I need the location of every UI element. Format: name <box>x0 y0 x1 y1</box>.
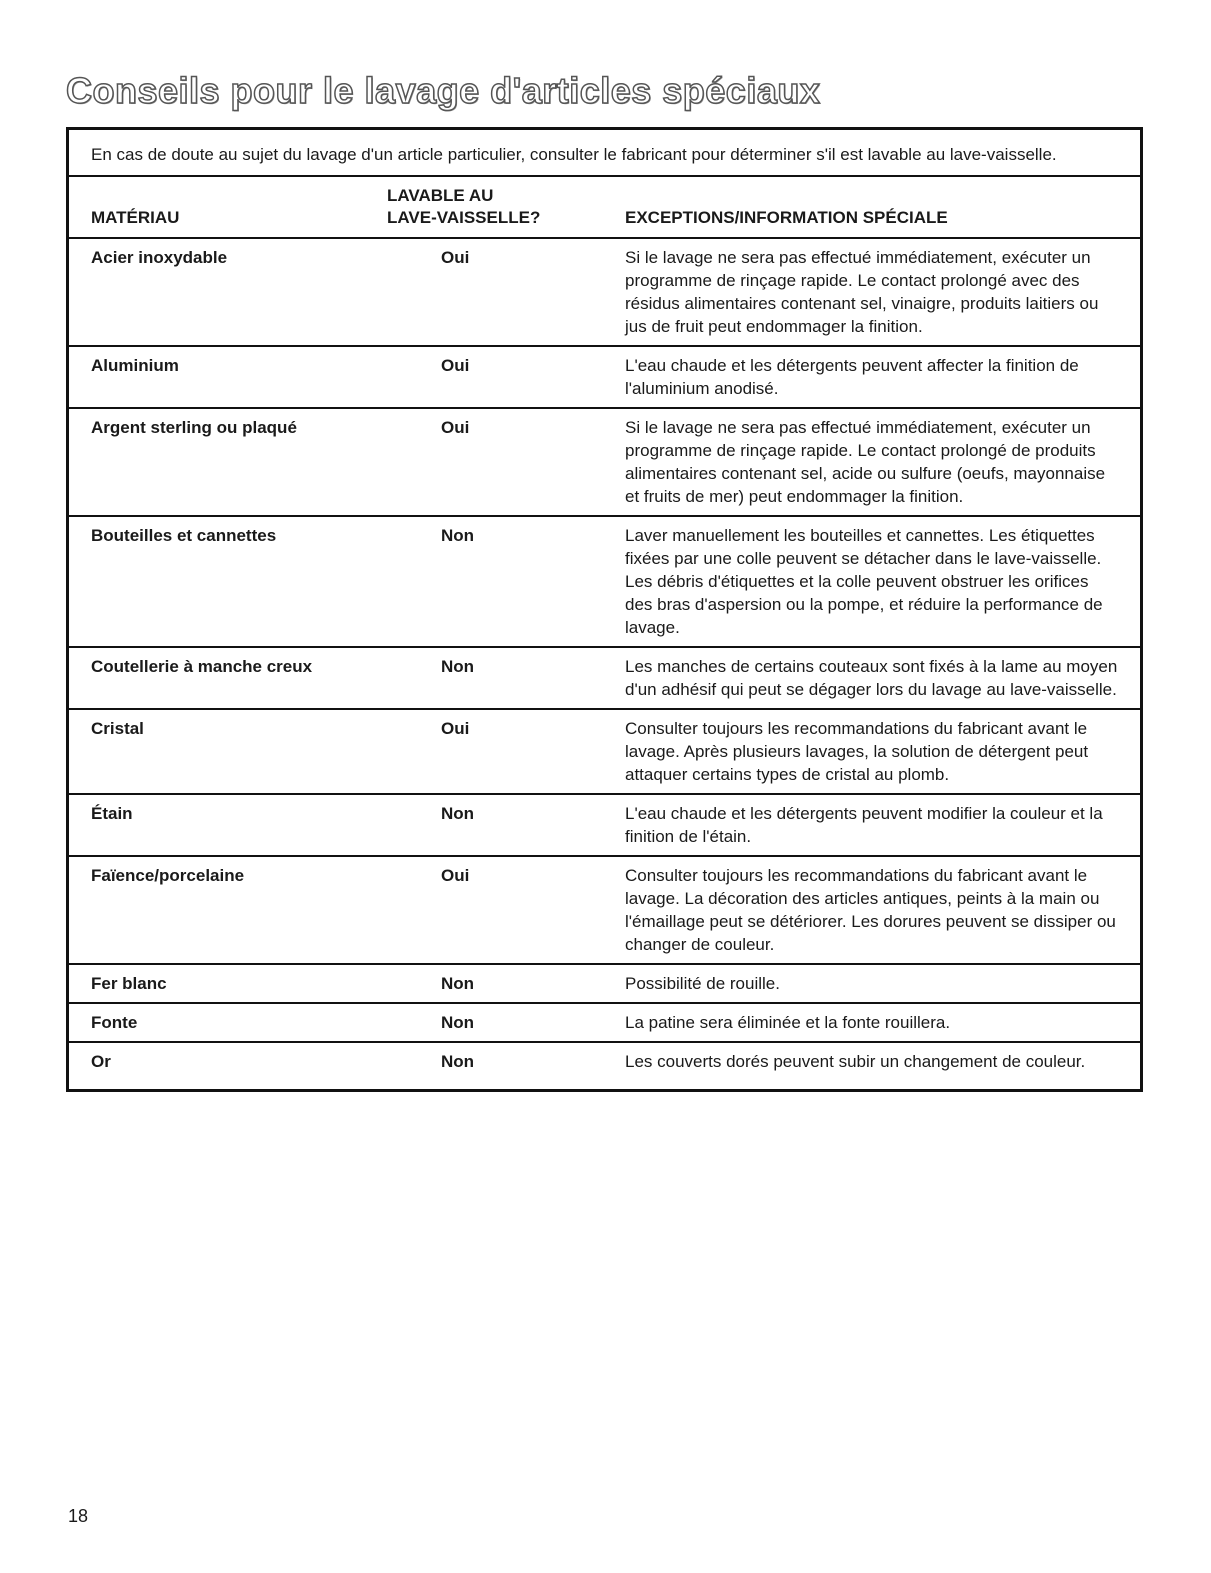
intro-text: En cas de doute au sujet du lavage d'un article particulier, consulter le fabricant pour déterminer s'il est lavable au lave-vaisselle. <box>69 130 1140 177</box>
washable-cell: Non <box>365 647 599 709</box>
header-material: MATÉRIAU <box>69 177 365 238</box>
material-cell: Cristal <box>69 709 365 794</box>
material-cell: Fonte <box>69 1003 365 1042</box>
table-row <box>69 647 1140 709</box>
material-cell: Or <box>91 1052 111 1071</box>
table-header-row <box>69 177 1140 238</box>
info-cell: Les couverts dorés peuvent subir un changement de couleur. <box>625 1052 1086 1071</box>
info-cell: Si le lavage ne sera pas effectué immédiatement, exécuter un programme de rinçage rapide. Le contact prolongé avec des résidus alimentaires contenant sel, vinaigre, produits laitiers ou jus de fruit peut endommager la finition. <box>599 238 1140 346</box>
table-row <box>69 856 1140 964</box>
washable-cell: Oui <box>365 408 599 516</box>
material-cell: Coutellerie à manche creux <box>69 647 365 709</box>
material-cell: Bouteilles et cannettes <box>69 516 365 647</box>
material-cell: Argent sterling ou plaqué <box>69 408 365 516</box>
info-cell: L'eau chaude et les détergents peuvent modifier la couleur et la finition de l'étain. <box>599 794 1140 856</box>
table-row <box>69 1003 1140 1042</box>
header-washable <box>365 177 599 238</box>
washable-cell: Non <box>441 1052 475 1071</box>
info-cell: L'eau chaude et les détergents peuvent affecter la finition de l'aluminium anodisé. <box>599 346 1140 408</box>
washable-cell: Oui <box>365 346 599 408</box>
material-cell: Acier inoxydable <box>69 238 365 346</box>
header-washable-line2: LAVE-VAISSELLE? <box>387 208 541 227</box>
washable-cell: Non <box>365 794 599 856</box>
washable-cell: Non <box>365 1003 599 1042</box>
material-cell: Faïence/porcelaine <box>69 856 365 964</box>
table-row <box>69 408 1140 516</box>
header-washable-line1: LAVABLE AU <box>387 186 494 205</box>
special-items-table <box>69 177 1140 1089</box>
table-row <box>69 709 1140 794</box>
table-row <box>69 516 1140 647</box>
info-cell: Consulter toujours les recommandations du fabricant avant le lavage. La décoration des articles antiques, peints à la main ou l'émaillage peut se détériorer. Les dorures peuvent se dissiper ou changer de couleur. <box>599 856 1140 964</box>
material-cell: Aluminium <box>69 346 365 408</box>
info-cell: Si le lavage ne sera pas effectué immédiatement, exécuter un programme de rinçage rapide. Le contact prolongé de produits alimentaires contenant sel, acide ou sulfure (oeufs, mayonnaise et fruits de mer) peut endommager la finition. <box>599 408 1140 516</box>
table-row <box>69 1042 1140 1089</box>
care-table-frame <box>66 127 1143 1092</box>
info-cell: Possibilité de rouille. <box>599 964 1140 1003</box>
header-info: EXCEPTIONS/INFORMATION SPÉCIALE <box>599 177 1140 238</box>
material-cell: Étain <box>69 794 365 856</box>
table-row <box>69 346 1140 408</box>
table-row <box>69 238 1140 346</box>
info-cell: Consulter toujours les recommandations du fabricant avant le lavage. Après plusieurs lavages, la solution de détergent peut attaquer certains types de cristal au plomb. <box>599 709 1140 794</box>
table-row <box>69 964 1140 1003</box>
page-number: 18 <box>68 1506 89 1526</box>
washable-cell: Oui <box>365 709 599 794</box>
material-cell: Fer blanc <box>69 964 365 1003</box>
washable-cell: Non <box>365 964 599 1003</box>
info-cell: Laver manuellement les bouteilles et cannettes. Les étiquettes fixées par une colle peuvent se détacher dans le lave-vaisselle. Les débris d'étiquettes et la colle peuvent obstruer les orifices des bras d'aspersion ou la pompe, et réduire la performance de lavage. <box>599 516 1140 647</box>
washable-cell: Oui <box>365 238 599 346</box>
table-row <box>69 794 1140 856</box>
info-cell: Les manches de certains couteaux sont fixés à la lame au moyen d'un adhésif qui peut se dégager lors du lavage au lave-vaisselle. <box>599 647 1140 709</box>
page-title: Conseils pour le lavage d'articles spéciaux <box>66 70 821 111</box>
info-cell: La patine sera éliminée et la fonte rouillera. <box>599 1003 1140 1042</box>
washable-cell: Oui <box>365 856 599 964</box>
washable-cell: Non <box>365 516 599 647</box>
